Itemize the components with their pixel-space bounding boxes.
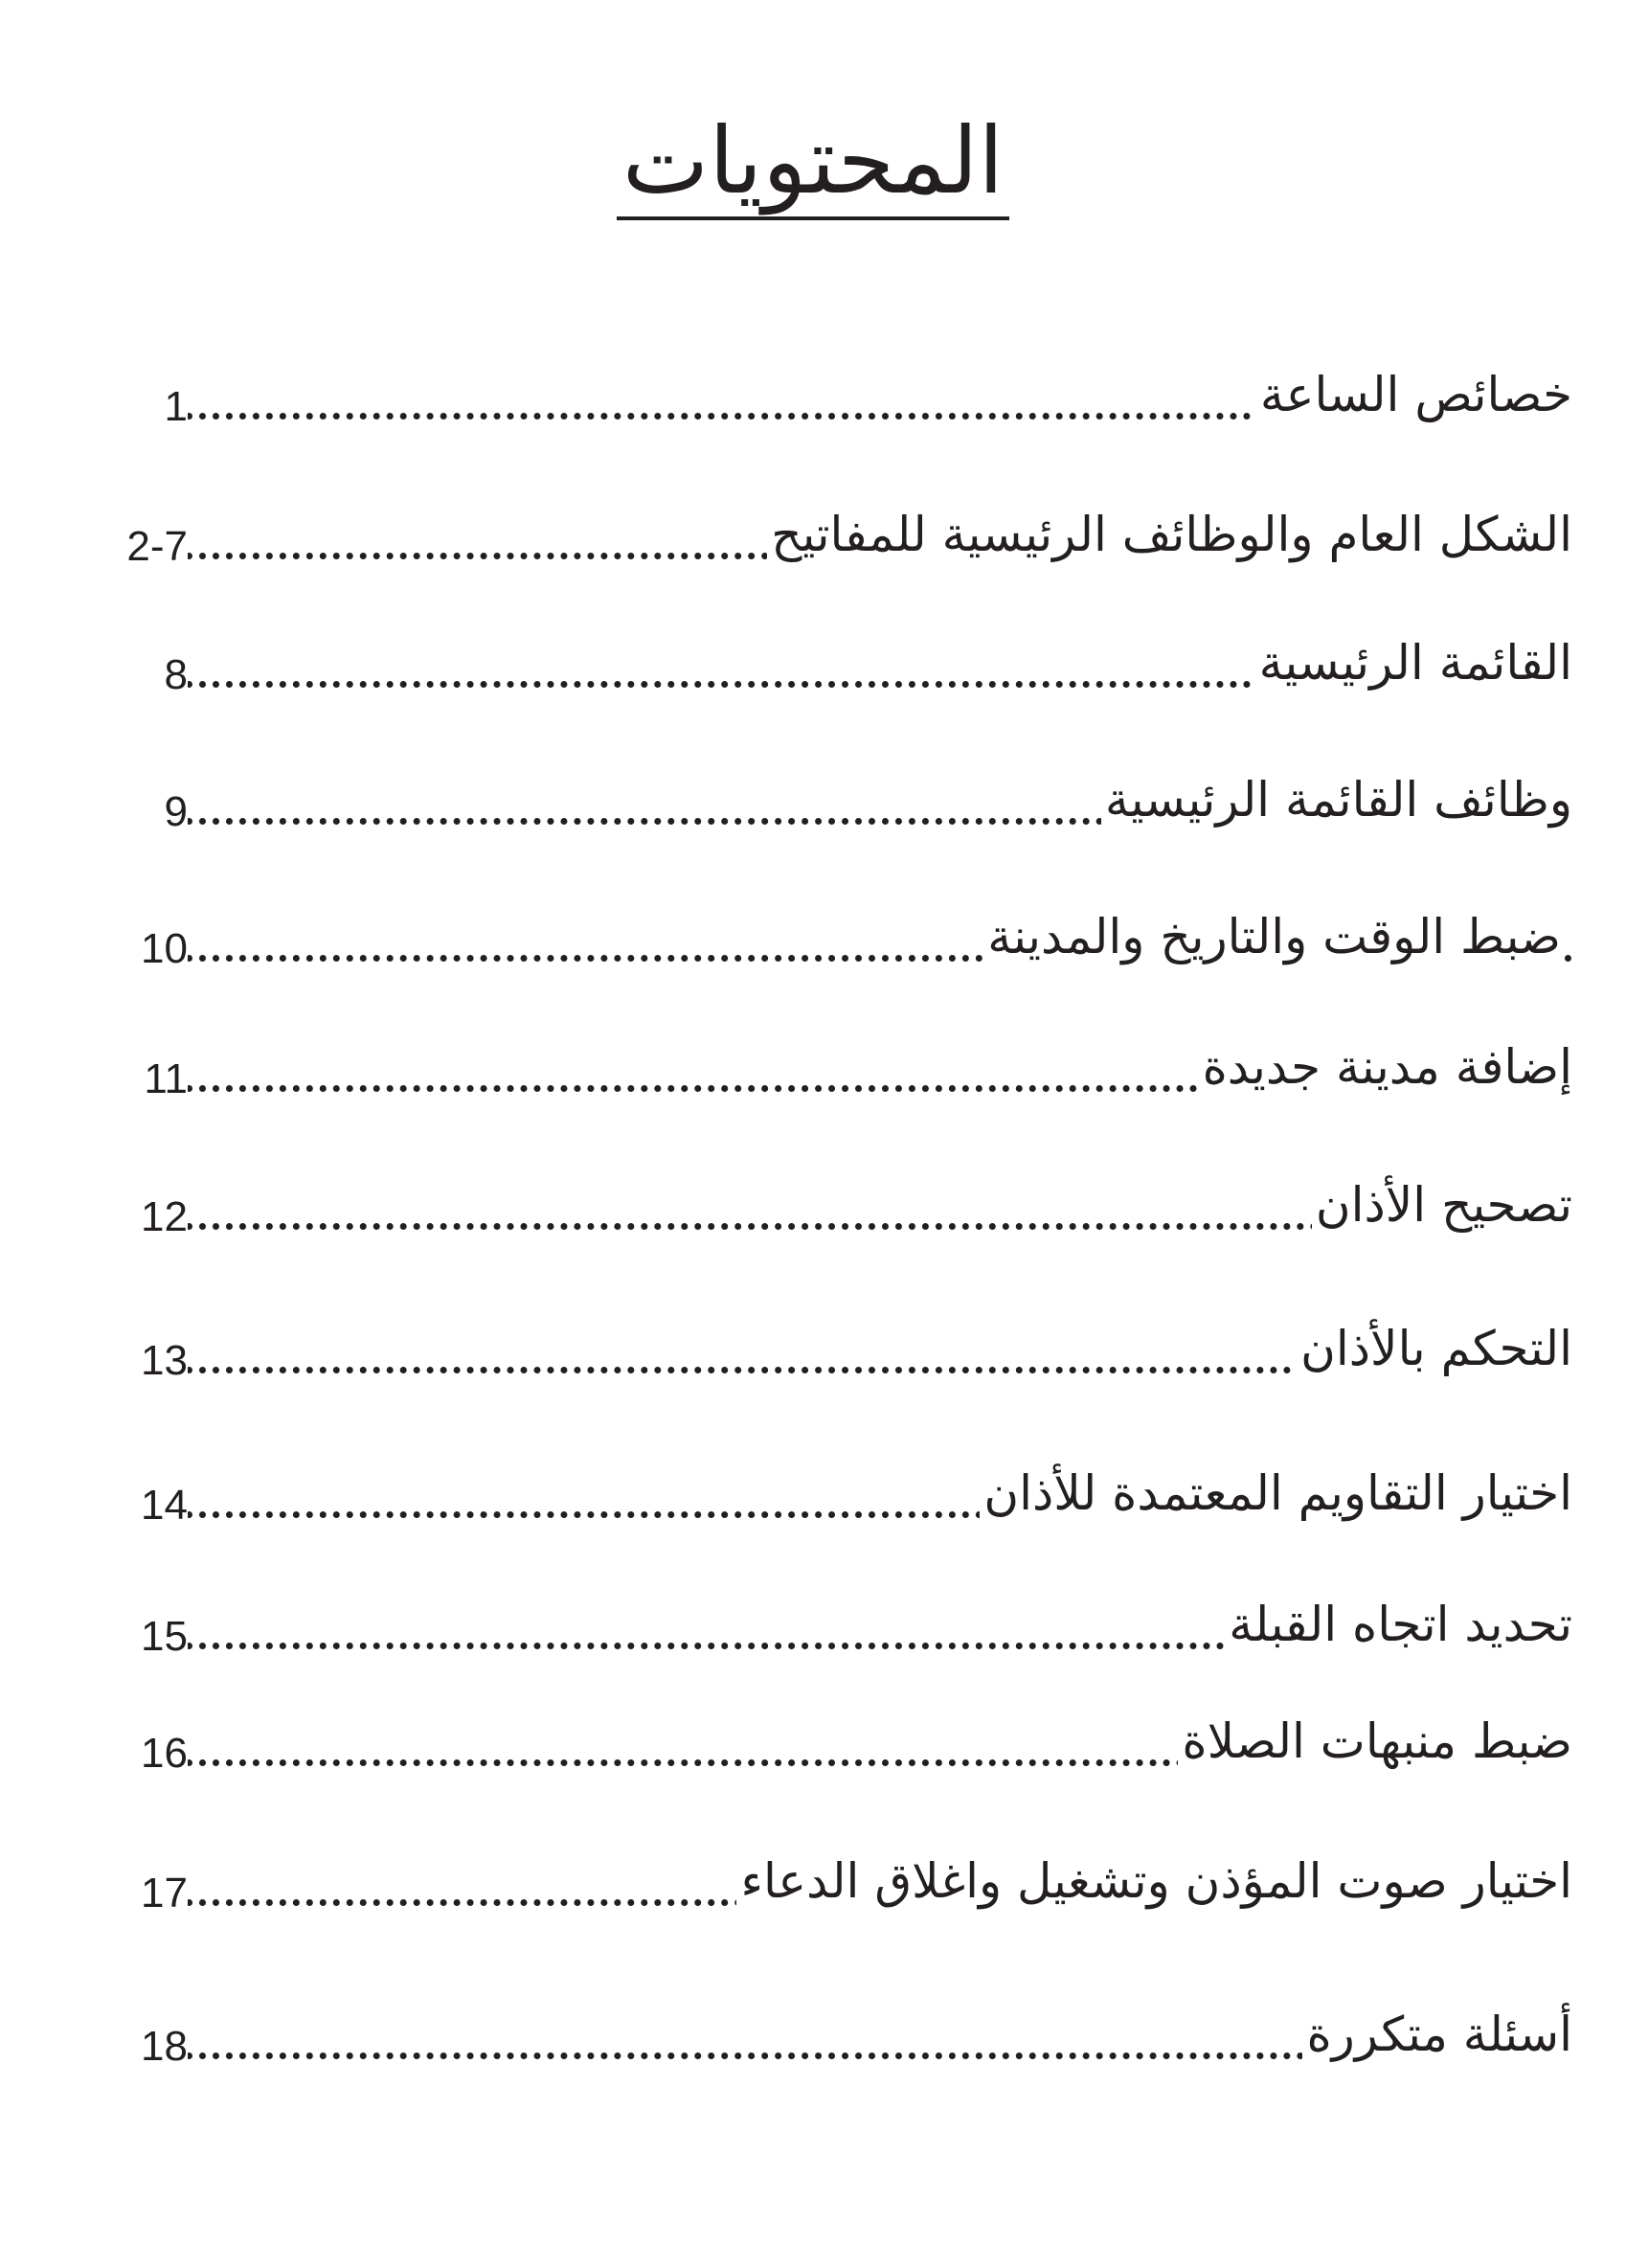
toc-entry[interactable]	[105, 2004, 1572, 2071]
toc-entry[interactable]	[105, 769, 1572, 836]
page-title	[0, 103, 1626, 220]
toc-page-number: 15	[105, 1613, 188, 1661]
toc-entry-label: أسئلة متكررة	[1302, 2004, 1572, 2065]
toc-entry[interactable]	[105, 632, 1572, 699]
toc-entry-label: تصحيح الأذان	[1312, 1174, 1572, 1236]
toc-entry-label: التحكم بالأذان	[1297, 1318, 1572, 1379]
title-text: المحتويات	[617, 109, 1009, 220]
toc-page-number: 14	[105, 1482, 188, 1530]
toc-page-number: 1	[105, 383, 188, 431]
toc-entry-label: ضبط منبهات الصلاة	[1178, 1711, 1572, 1772]
toc-entry[interactable]	[105, 1594, 1572, 1661]
toc-entry-label: القائمة الرئيسية	[1255, 632, 1572, 693]
toc-page-number: 9	[105, 788, 188, 836]
toc-entry[interactable]	[105, 1463, 1572, 1530]
toc-entry[interactable]	[105, 1318, 1572, 1385]
toc-page-number: 18	[105, 2023, 188, 2071]
toc-entry[interactable]	[105, 364, 1572, 431]
toc-entry[interactable]	[105, 906, 1572, 973]
toc-entry-label: اختيار صوت المؤذن وتشغيل واغلاق الدعاء	[736, 1850, 1572, 1912]
toc-entry-label: وظائف القائمة الرئيسية	[1101, 769, 1572, 830]
toc-page-number: 11	[105, 1055, 188, 1103]
toc-page-number: 17	[105, 1870, 188, 1917]
toc-page-number: 10	[105, 925, 188, 973]
toc-entry-label: إضافة مدينة جديدة	[1199, 1036, 1572, 1098]
toc-page-number: 2-7	[105, 523, 188, 571]
toc-entry-label: اختيار التقاويم المعتمدة للأذان	[980, 1463, 1572, 1524]
toc-entry-label: ضبط الوقت والتاريخ والمدينة	[983, 906, 1561, 967]
toc-page-number: 12	[105, 1193, 188, 1241]
toc-entry-label: خصائص الساعة	[1256, 364, 1572, 425]
toc-entry[interactable]	[105, 504, 1572, 571]
toc-entry-label: الشكل العام والوظائف الرئيسية للمفاتيح	[767, 504, 1572, 565]
toc-entry[interactable]	[105, 1036, 1572, 1103]
toc-page-number: 16	[105, 1730, 188, 1778]
toc-entry[interactable]	[105, 1850, 1572, 1917]
toc-page-number: 8	[105, 651, 188, 699]
toc-entry[interactable]	[105, 1711, 1572, 1778]
toc-entry[interactable]	[105, 1174, 1572, 1241]
toc-page-number: 13	[105, 1337, 188, 1385]
toc-entry-label: تحديد اتجاه القبلة	[1225, 1594, 1572, 1655]
